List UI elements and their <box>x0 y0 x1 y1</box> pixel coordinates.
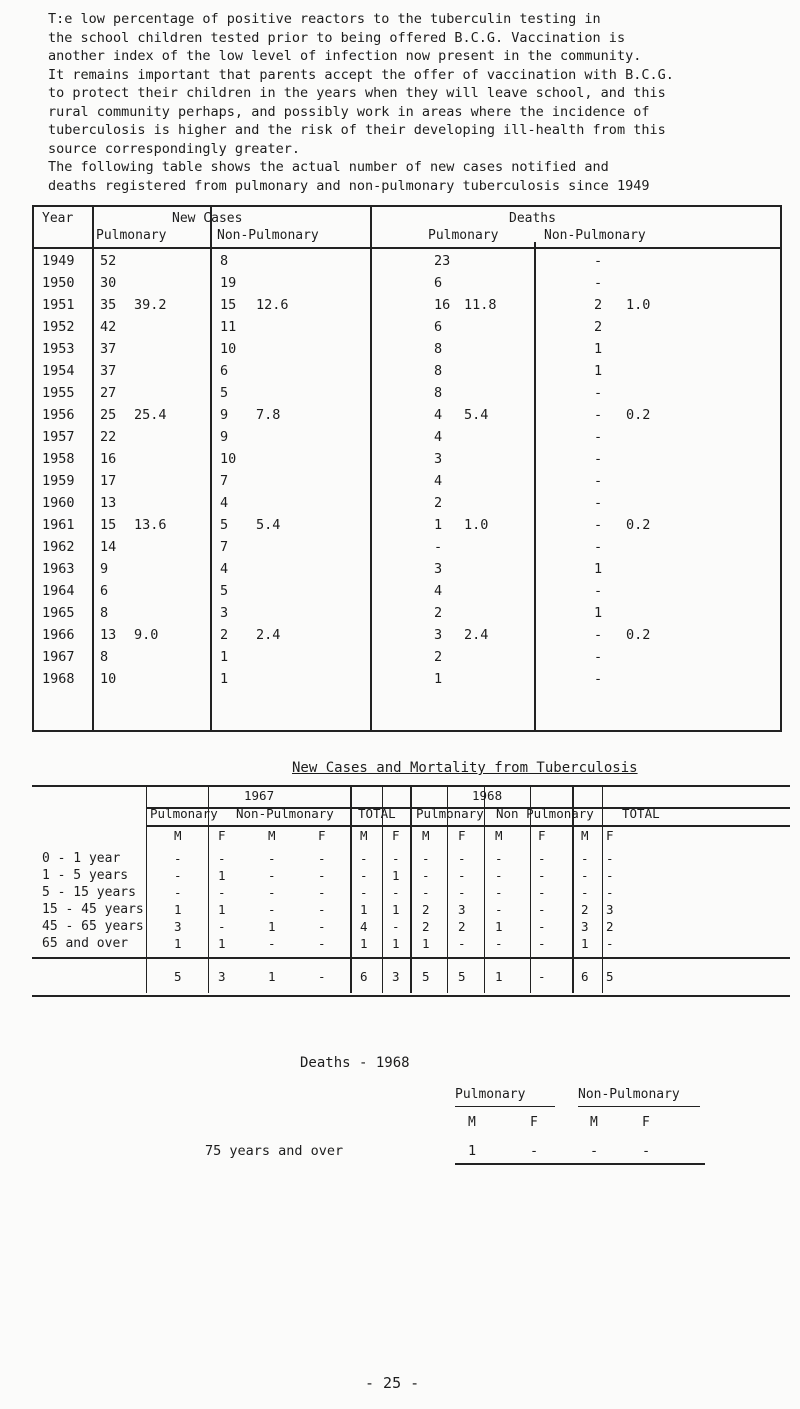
cell-nn: 10 <box>220 451 237 467</box>
table-cell: - <box>495 885 503 900</box>
table-cell: - <box>606 851 614 866</box>
deaths-non-pulmonary-header: Non-Pulmonary <box>544 228 646 243</box>
female-header: F <box>458 828 466 843</box>
cases-deaths-table <box>32 205 782 732</box>
table-cell: - <box>360 868 368 883</box>
total-cell: 1 <box>495 969 503 984</box>
table-cell: - <box>318 902 326 917</box>
cell-dna: 1.0 <box>626 297 651 313</box>
non-pulmonary-1968-header: Non Pulmonary <box>496 806 594 821</box>
cell-nna: 12.6 <box>256 297 289 313</box>
table-cell: 1 <box>218 902 226 917</box>
total-cell: - <box>538 969 546 984</box>
new-cases-header: New Cases <box>172 211 243 226</box>
cell-np: 8 <box>100 649 109 665</box>
table-cell: - <box>218 919 226 934</box>
cell-year: 1955 <box>42 385 75 401</box>
cell-year: 1966 <box>42 627 75 643</box>
female-header: F <box>218 828 226 843</box>
cell-dp: 8 <box>434 385 443 401</box>
year-header: Year <box>42 211 74 226</box>
cell-nn: 2 <box>220 627 229 643</box>
table-cell: - <box>318 885 326 900</box>
cell-dp: 4 <box>434 583 443 599</box>
cell-dp: 2 <box>434 649 443 665</box>
deaths-value: 1 <box>468 1143 477 1159</box>
deaths-1968-title: Deaths - 1968 <box>300 1055 410 1071</box>
table-cell: - <box>392 885 400 900</box>
cell-npa: 39.2 <box>134 297 167 313</box>
table-row <box>34 583 780 605</box>
cell-dna: 0.2 <box>626 517 651 533</box>
cell-year: 1950 <box>42 275 75 291</box>
cell-np: 35 <box>100 297 117 313</box>
cell-np: 9 <box>100 561 109 577</box>
cell-dp: 3 <box>434 561 443 577</box>
cell-dp: 3 <box>434 451 443 467</box>
cell-year: 1965 <box>42 605 75 621</box>
table-row <box>34 495 780 517</box>
table-cell: - <box>268 851 276 866</box>
cell-dpa: 2.4 <box>464 627 489 643</box>
cell-dn: - <box>594 407 603 423</box>
cell-year: 1954 <box>42 363 75 379</box>
table-row <box>34 605 780 627</box>
table-cell: - <box>538 936 546 951</box>
cell-dn: 1 <box>594 605 603 621</box>
cell-dp: 3 <box>434 627 443 643</box>
table-cell: - <box>318 919 326 934</box>
new-cases-non-pulmonary-header: Non-Pulmonary <box>217 228 319 243</box>
cell-nn: 11 <box>220 319 237 335</box>
cell-nn: 9 <box>220 407 229 423</box>
page-number: - 25 - <box>365 1374 420 1392</box>
table-cell: - <box>581 851 589 866</box>
cell-nn: 1 <box>220 649 229 665</box>
table-cell: 4 <box>360 919 368 934</box>
table-cell: - <box>268 868 276 883</box>
age-group-label: 0 - 1 year <box>42 851 121 866</box>
non-pulmonary-1967-header: Non-Pulmonary <box>236 806 334 821</box>
total-cell: 1 <box>268 969 276 984</box>
cell-np: 52 <box>100 253 117 269</box>
cell-np: 10 <box>100 671 117 687</box>
age-group-label: 1 - 5 years <box>42 868 129 883</box>
table-cell: 1 <box>422 936 430 951</box>
cell-dpa: 5.4 <box>464 407 489 423</box>
cell-npa: 25.4 <box>134 407 167 423</box>
male-header: M <box>174 828 182 843</box>
cell-year: 1961 <box>42 517 75 533</box>
table-cell: - <box>606 868 614 883</box>
age-group-label: 45 - 65 years <box>42 919 144 934</box>
pulmonary-1967-header: Pulmonary <box>150 806 218 821</box>
cell-dn: 2 <box>594 297 603 313</box>
table-cell: - <box>495 851 503 866</box>
cell-dna: 0.2 <box>626 627 651 643</box>
intro-paragraph-1: T:e low percentage of positive reactors to the tuberculin testing in the school children tested prior to being offered B.C.G. Vaccination is another index of the low level of infection now present in the community. It remains important that parents accept the offer of vaccination with B.C.G. to protect their children in the years when they will leave school, and this rural community perhaps, and possibly work in areas where the incidence of tuberculosis is higher and the risk of their developing ill-health from this source correspondingly greater. <box>48 11 674 157</box>
total-cell: 3 <box>218 969 226 984</box>
cell-dp: 6 <box>434 275 443 291</box>
cell-np: 30 <box>100 275 117 291</box>
cell-dn: 1 <box>594 363 603 379</box>
table-row <box>34 627 780 649</box>
cell-np: 8 <box>100 605 109 621</box>
cell-nn: 9 <box>220 429 229 445</box>
table-cell: - <box>360 851 368 866</box>
table-cell: - <box>218 885 226 900</box>
table-cell: 1 <box>581 936 589 951</box>
cell-nna: 5.4 <box>256 517 281 533</box>
table-cell: 3 <box>606 902 614 917</box>
cell-np: 14 <box>100 539 117 555</box>
cell-npa: 13.6 <box>134 517 167 533</box>
table-cell: - <box>538 902 546 917</box>
total-cell: 6 <box>360 969 368 984</box>
cell-dn: - <box>594 429 603 445</box>
table-cell: 1 <box>174 902 182 917</box>
intro-paragraph-2: The following table shows the actual number of new cases notified and deaths registered from pulmonary and non-pulmonary tuberculosis since 1949 <box>48 159 650 194</box>
cell-dp: 16 <box>434 297 451 313</box>
table-cell: - <box>318 868 326 883</box>
cell-dp: 8 <box>434 341 443 357</box>
cell-nn: 19 <box>220 275 237 291</box>
male-header: M <box>360 828 368 843</box>
female-header: F <box>318 828 326 843</box>
cell-dn: - <box>594 627 603 643</box>
cell-nna: 2.4 <box>256 627 281 643</box>
deaths-value: - <box>642 1143 651 1159</box>
total-cell: 5 <box>422 969 430 984</box>
table-cell: 1 <box>360 936 368 951</box>
female-header: F <box>606 828 614 843</box>
cell-np: 17 <box>100 473 117 489</box>
cell-nn: 7 <box>220 539 229 555</box>
deaths-pulmonary-f: F <box>530 1115 538 1130</box>
table-cell: - <box>218 851 226 866</box>
table-row <box>34 319 780 341</box>
table-row <box>34 539 780 561</box>
table-cell: 1 <box>392 936 400 951</box>
cell-year: 1959 <box>42 473 75 489</box>
table-row <box>34 385 780 407</box>
pulmonary-1968-header: Pulmonary <box>416 806 484 821</box>
table-cell: - <box>495 868 503 883</box>
deaths-non-pulmonary-m: M <box>590 1115 598 1130</box>
table-cell: 2 <box>422 902 430 917</box>
age-sex-table <box>32 785 790 997</box>
table-cell: 2 <box>458 919 466 934</box>
table-cell: - <box>422 885 430 900</box>
table-row <box>34 407 780 429</box>
cell-dp: 2 <box>434 605 443 621</box>
table-cell: - <box>538 919 546 934</box>
age-group-label: 5 - 15 years <box>42 885 136 900</box>
total-cell: 6 <box>581 969 589 984</box>
cell-nna: 7.8 <box>256 407 281 423</box>
table-cell: - <box>538 868 546 883</box>
female-header: F <box>392 828 400 843</box>
total-cell: - <box>318 969 326 984</box>
table-cell: 2 <box>606 919 614 934</box>
cell-dp: 1 <box>434 517 443 533</box>
cell-np: 16 <box>100 451 117 467</box>
table-row <box>34 561 780 583</box>
cell-year: 1967 <box>42 649 75 665</box>
table-cell: - <box>581 885 589 900</box>
cell-dn: 1 <box>594 341 603 357</box>
table-cell: 1 <box>495 919 503 934</box>
cell-dn: - <box>594 583 603 599</box>
cell-nn: 10 <box>220 341 237 357</box>
table-cell: 3 <box>581 919 589 934</box>
deaths-header: Deaths <box>509 211 556 226</box>
table-row <box>34 473 780 495</box>
table-cell: 2 <box>581 902 589 917</box>
cell-np: 13 <box>100 627 117 643</box>
cell-year: 1962 <box>42 539 75 555</box>
table-row <box>34 649 780 671</box>
cell-nn: 4 <box>220 561 229 577</box>
cell-dp: - <box>434 539 443 555</box>
total-cell: 5 <box>458 969 466 984</box>
cell-dp: 23 <box>434 253 451 269</box>
cell-dn: - <box>594 451 603 467</box>
total-cell: 5 <box>174 969 182 984</box>
cell-year: 1958 <box>42 451 75 467</box>
cell-dn: - <box>594 253 603 269</box>
cell-np: 13 <box>100 495 117 511</box>
cell-year: 1964 <box>42 583 75 599</box>
cell-year: 1963 <box>42 561 75 577</box>
male-header: M <box>268 828 276 843</box>
table-cell: 1 <box>174 936 182 951</box>
cell-dpa: 11.8 <box>464 297 497 313</box>
total-1968-header: TOTAL <box>622 806 660 821</box>
table-cell: - <box>495 902 503 917</box>
cell-nn: 5 <box>220 385 229 401</box>
cell-nn: 15 <box>220 297 237 313</box>
deaths-row-label: 75 years and over <box>205 1143 344 1159</box>
cell-dn: - <box>594 649 603 665</box>
cell-dpa: 1.0 <box>464 517 489 533</box>
total-cell: 5 <box>606 969 614 984</box>
cell-dn: - <box>594 473 603 489</box>
cell-nn: 5 <box>220 517 229 533</box>
table-row <box>34 429 780 451</box>
deaths-non-pulmonary-header: Non-Pulmonary <box>578 1087 680 1102</box>
table-cell: 1 <box>360 902 368 917</box>
cell-np: 37 <box>100 341 117 357</box>
table-cell: - <box>174 851 182 866</box>
cell-year: 1953 <box>42 341 75 357</box>
table-cell: 3 <box>458 902 466 917</box>
cell-np: 15 <box>100 517 117 533</box>
cell-dn: - <box>594 495 603 511</box>
cell-dp: 1 <box>434 671 443 687</box>
table-cell: 1 <box>392 868 400 883</box>
table-row <box>34 341 780 363</box>
cell-year: 1952 <box>42 319 75 335</box>
table-cell: - <box>458 851 466 866</box>
table-cell: - <box>392 919 400 934</box>
cell-dn: - <box>594 671 603 687</box>
cell-dp: 2 <box>434 495 443 511</box>
table-cell: - <box>606 936 614 951</box>
deaths-pulmonary-header: Pulmonary <box>428 228 499 243</box>
cell-np: 6 <box>100 583 109 599</box>
table-cell: 1 <box>218 868 226 883</box>
cell-dn: 2 <box>594 319 603 335</box>
cell-year: 1949 <box>42 253 75 269</box>
cell-nn: 4 <box>220 495 229 511</box>
table-cell: - <box>268 902 276 917</box>
table-row <box>34 253 780 275</box>
table-cell: - <box>360 885 368 900</box>
cell-dn: - <box>594 539 603 555</box>
table-row <box>34 671 780 693</box>
cell-nn: 8 <box>220 253 229 269</box>
table-cell: - <box>458 885 466 900</box>
cell-dp: 4 <box>434 473 443 489</box>
table-cell: - <box>581 868 589 883</box>
table-row <box>34 363 780 385</box>
table-cell: - <box>392 851 400 866</box>
cell-dp: 4 <box>434 429 443 445</box>
table-cell: - <box>495 936 503 951</box>
table-cell: - <box>458 868 466 883</box>
table-cell: 2 <box>422 919 430 934</box>
table-cell: - <box>538 885 546 900</box>
deaths-value: - <box>530 1143 539 1159</box>
cell-nn: 3 <box>220 605 229 621</box>
table-cell: - <box>268 885 276 900</box>
cell-dn: - <box>594 385 603 401</box>
table-cell: - <box>318 851 326 866</box>
new-cases-pulmonary-header: Pulmonary <box>96 228 167 243</box>
table-cell: 1 <box>392 902 400 917</box>
cell-dp: 8 <box>434 363 443 379</box>
cell-dp: 6 <box>434 319 443 335</box>
cell-nn: 5 <box>220 583 229 599</box>
cell-dp: 4 <box>434 407 443 423</box>
table-cell: - <box>174 868 182 883</box>
table-cell: - <box>268 936 276 951</box>
table-row <box>34 517 780 539</box>
table-cell: - <box>422 868 430 883</box>
table-cell: - <box>174 885 182 900</box>
year-1967-header: 1967 <box>244 788 275 803</box>
total-cell: 3 <box>392 969 400 984</box>
deaths-value: - <box>590 1143 599 1159</box>
table2-title: New Cases and Mortality from Tuberculosis <box>292 760 638 776</box>
deaths-non-pulmonary-f: F <box>642 1115 650 1130</box>
cell-np: 22 <box>100 429 117 445</box>
cell-nn: 6 <box>220 363 229 379</box>
table-cell: - <box>606 885 614 900</box>
male-header: M <box>422 828 430 843</box>
total-1967-header: TOTAL <box>358 806 396 821</box>
table-row <box>34 451 780 473</box>
cell-year: 1951 <box>42 297 75 313</box>
table-cell: 3 <box>174 919 182 934</box>
cell-dn: - <box>594 275 603 291</box>
cell-nn: 7 <box>220 473 229 489</box>
cell-dn: 1 <box>594 561 603 577</box>
cell-year: 1956 <box>42 407 75 423</box>
table-cell: - <box>538 851 546 866</box>
table-cell: 1 <box>218 936 226 951</box>
cell-year: 1960 <box>42 495 75 511</box>
age-group-label: 15 - 45 years <box>42 902 144 917</box>
table-cell: - <box>318 936 326 951</box>
table-row <box>34 297 780 319</box>
cell-year: 1968 <box>42 671 75 687</box>
cell-npa: 9.0 <box>134 627 159 643</box>
male-header: M <box>581 828 589 843</box>
age-group-label: 65 and over <box>42 936 129 951</box>
cell-dna: 0.2 <box>626 407 651 423</box>
cell-year: 1957 <box>42 429 75 445</box>
cell-np: 25 <box>100 407 117 423</box>
deaths-pulmonary-m: M <box>468 1115 476 1130</box>
cell-nn: 1 <box>220 671 229 687</box>
male-header: M <box>495 828 503 843</box>
female-header: F <box>538 828 546 843</box>
table-cell: 1 <box>268 919 276 934</box>
cell-np: 37 <box>100 363 117 379</box>
table-cell: - <box>422 851 430 866</box>
cell-np: 27 <box>100 385 117 401</box>
deaths-pulmonary-header: Pulmonary <box>455 1087 526 1102</box>
year-1968-header: 1968 <box>472 788 503 803</box>
cell-dn: - <box>594 517 603 533</box>
cell-np: 42 <box>100 319 117 335</box>
table-row <box>34 275 780 297</box>
table-cell: - <box>458 936 466 951</box>
